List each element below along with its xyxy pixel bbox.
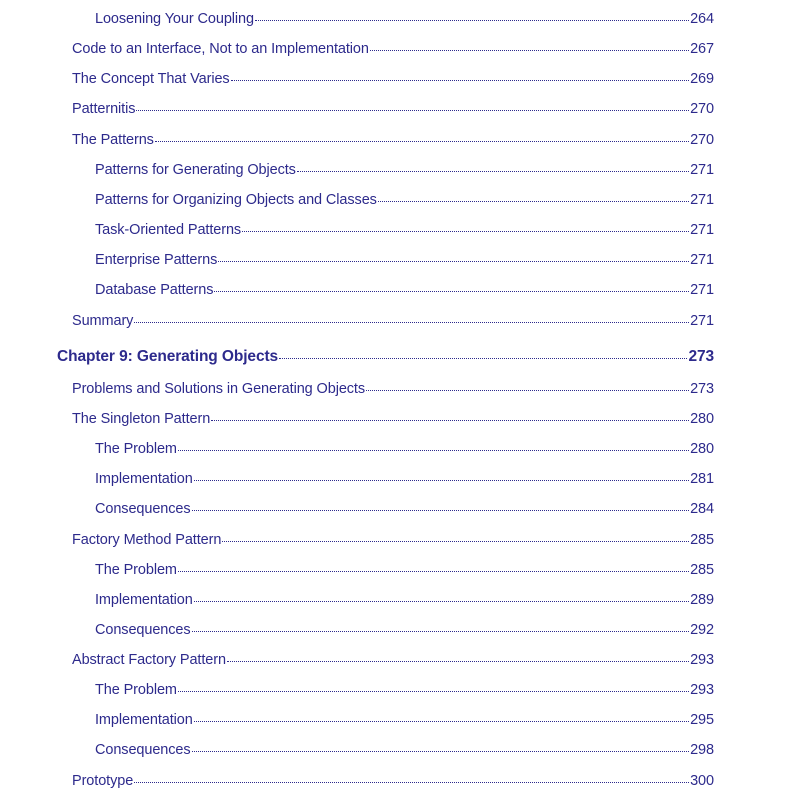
toc-dot-leader bbox=[192, 620, 690, 634]
toc-page-number: 295 bbox=[690, 712, 714, 728]
toc-dot-leader bbox=[178, 680, 689, 694]
toc-entry-title: Code to an Interface, Not to an Implementation bbox=[72, 41, 369, 57]
toc-entry-title: Task-Oriented Patterns bbox=[95, 222, 242, 238]
toc-dot-leader bbox=[218, 250, 689, 264]
toc-entry-title: Implementation bbox=[95, 592, 193, 608]
toc-entry[interactable] bbox=[72, 650, 714, 670]
toc-page-number: 280 bbox=[690, 411, 714, 427]
toc-entry[interactable] bbox=[95, 220, 714, 240]
toc-page-number: 264 bbox=[690, 11, 714, 27]
toc-entry[interactable] bbox=[95, 469, 714, 489]
toc-entry-title: Chapter 9: Generating Objects bbox=[57, 348, 279, 365]
toc-entry[interactable] bbox=[95, 620, 714, 640]
toc-entry[interactable] bbox=[72, 771, 714, 791]
toc-dot-leader bbox=[178, 439, 689, 453]
toc-entry[interactable] bbox=[72, 39, 714, 59]
toc-entry-title: Patterns for Generating Objects bbox=[95, 162, 296, 178]
toc-entry[interactable] bbox=[95, 9, 714, 29]
toc-entry[interactable] bbox=[72, 409, 714, 429]
toc-entry[interactable] bbox=[72, 311, 714, 331]
toc-dot-leader bbox=[231, 69, 690, 83]
toc-entry[interactable] bbox=[95, 160, 714, 180]
toc-entry[interactable] bbox=[95, 740, 714, 760]
toc-dot-leader bbox=[279, 347, 687, 361]
toc-entry-title: The Singleton Pattern bbox=[72, 411, 211, 427]
toc-dot-leader bbox=[134, 771, 689, 785]
toc-page-number: 270 bbox=[690, 132, 714, 148]
toc-page-number: 298 bbox=[690, 742, 714, 758]
toc-entry[interactable] bbox=[95, 680, 714, 700]
toc-entry[interactable] bbox=[72, 99, 714, 119]
toc-entry[interactable] bbox=[95, 280, 714, 300]
toc-page-number: 271 bbox=[690, 282, 714, 298]
toc-page-number: 280 bbox=[690, 441, 714, 457]
toc-dot-leader bbox=[242, 220, 689, 234]
toc-dot-leader bbox=[155, 130, 689, 144]
toc-entry-title: Consequences bbox=[95, 742, 191, 758]
toc-entry-title: Consequences bbox=[95, 501, 191, 517]
toc-entry[interactable] bbox=[95, 560, 714, 580]
toc-entry-title: Patterns for Organizing Objects and Classes bbox=[95, 192, 377, 208]
toc-dot-leader bbox=[366, 379, 689, 393]
toc-entry-title: Database Patterns bbox=[95, 282, 214, 298]
toc-dot-leader bbox=[255, 9, 689, 23]
toc-entry-title: Consequences bbox=[95, 622, 191, 638]
toc-dot-leader bbox=[222, 530, 689, 544]
toc-entry[interactable] bbox=[95, 710, 714, 730]
toc-entry-title: The Problem bbox=[95, 562, 177, 578]
toc-entry-title: Enterprise Patterns bbox=[95, 252, 218, 268]
toc-entry-title: The Problem bbox=[95, 682, 177, 698]
toc-dot-leader bbox=[378, 190, 689, 204]
toc-page-number: 285 bbox=[690, 532, 714, 548]
toc-dot-leader bbox=[192, 740, 690, 754]
toc-page-number: 292 bbox=[690, 622, 714, 638]
toc-chapter-entry[interactable] bbox=[57, 347, 714, 367]
toc-dot-leader bbox=[227, 650, 689, 664]
toc-page-number: 281 bbox=[690, 471, 714, 487]
toc-page-number: 289 bbox=[690, 592, 714, 608]
toc-dot-leader bbox=[211, 409, 689, 423]
toc-page-number: 269 bbox=[690, 71, 714, 87]
toc-dot-leader bbox=[134, 311, 689, 325]
toc-dot-leader bbox=[194, 469, 689, 483]
toc-entry-title: Patternitis bbox=[72, 101, 136, 117]
toc-page-number: 271 bbox=[690, 252, 714, 268]
toc-dot-leader bbox=[136, 99, 689, 113]
toc-dot-leader bbox=[297, 160, 689, 174]
toc-dot-leader bbox=[370, 39, 689, 53]
toc-entry-title: Abstract Factory Pattern bbox=[72, 652, 226, 668]
toc-dot-leader bbox=[214, 280, 689, 294]
toc-page-number: 293 bbox=[690, 652, 714, 668]
toc-entry[interactable] bbox=[72, 130, 714, 150]
toc-entry[interactable] bbox=[95, 499, 714, 519]
toc-entry-title: The Patterns bbox=[72, 132, 154, 148]
toc-page-number: 267 bbox=[690, 41, 714, 57]
toc-entry[interactable] bbox=[72, 379, 714, 399]
toc-entry[interactable] bbox=[72, 69, 714, 89]
toc-page-number: 285 bbox=[690, 562, 714, 578]
toc-entry-title: Summary bbox=[72, 313, 134, 329]
toc-entry-title: Implementation bbox=[95, 471, 193, 487]
toc-page-number: 300 bbox=[690, 773, 714, 789]
toc-entry-title: Loosening Your Coupling bbox=[95, 11, 254, 27]
toc-entry[interactable] bbox=[95, 590, 714, 610]
toc-dot-leader bbox=[192, 499, 690, 513]
toc-entry-title: Problems and Solutions in Generating Objects bbox=[72, 381, 366, 397]
toc-page-number: 273 bbox=[688, 348, 714, 365]
toc-entry[interactable] bbox=[72, 530, 714, 550]
toc-entry-title: The Concept That Varies bbox=[72, 71, 230, 87]
toc-page-number: 271 bbox=[690, 162, 714, 178]
toc-page-number: 271 bbox=[690, 313, 714, 329]
toc-entry[interactable] bbox=[95, 439, 714, 459]
toc-page-number: 271 bbox=[690, 222, 714, 238]
toc-page-number: 273 bbox=[690, 381, 714, 397]
toc-entry-title: Prototype bbox=[72, 773, 134, 789]
toc-page-number: 271 bbox=[690, 192, 714, 208]
toc-dot-leader bbox=[194, 590, 689, 604]
toc-dot-leader bbox=[178, 560, 689, 574]
toc-entry[interactable] bbox=[95, 190, 714, 210]
toc-entry-title: The Problem bbox=[95, 441, 177, 457]
toc-entry-title: Factory Method Pattern bbox=[72, 532, 222, 548]
toc-page-number: 284 bbox=[690, 501, 714, 517]
toc-page-number: 270 bbox=[690, 101, 714, 117]
toc-entry-title: Implementation bbox=[95, 712, 193, 728]
toc-page-number: 293 bbox=[690, 682, 714, 698]
toc-dot-leader bbox=[194, 710, 689, 724]
toc-entry[interactable] bbox=[95, 250, 714, 270]
